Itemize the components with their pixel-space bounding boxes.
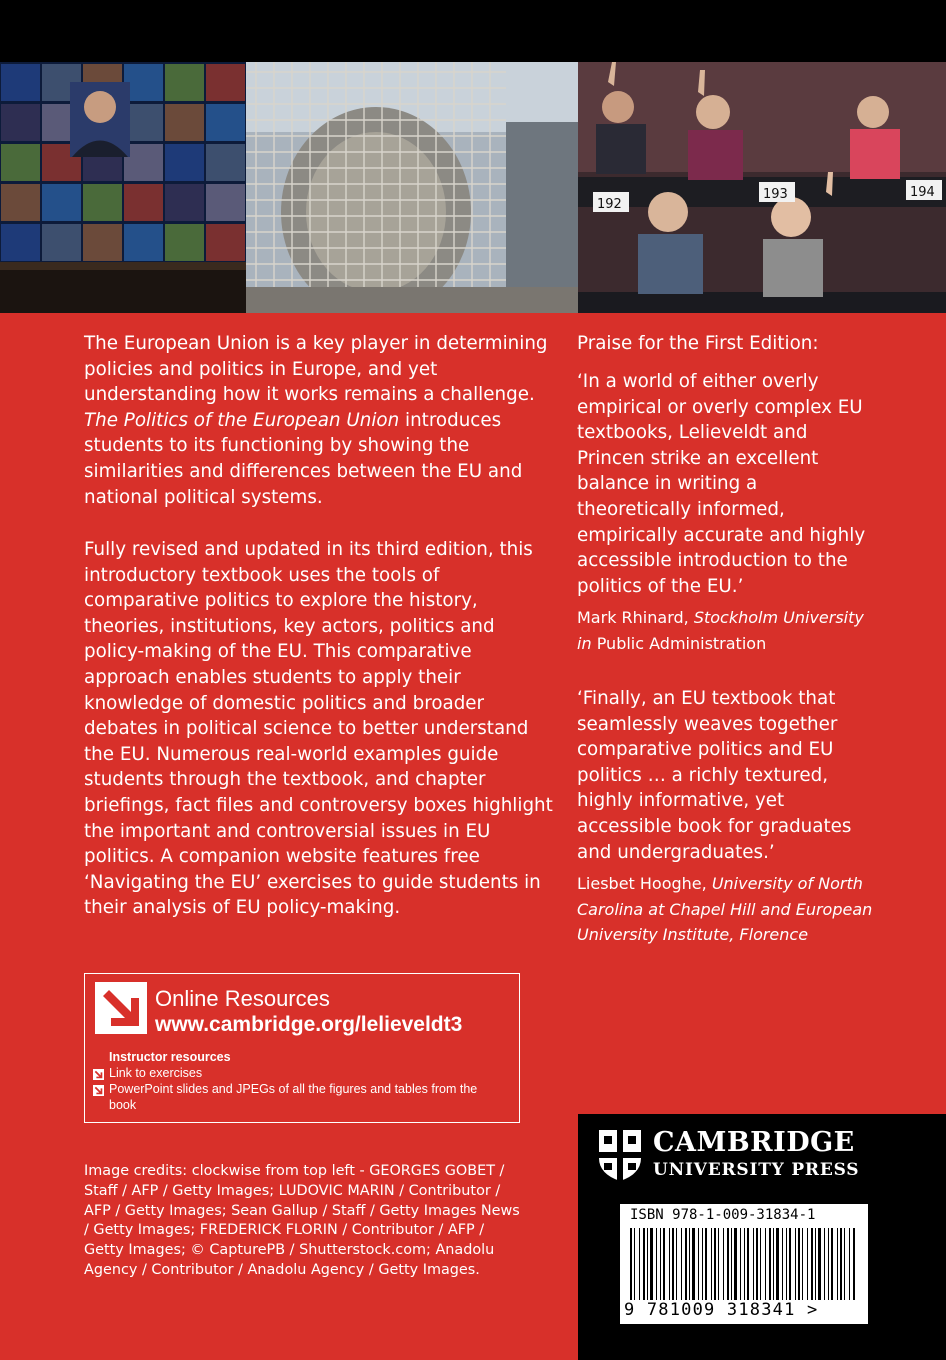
publisher-name: CAMBRIDGE (653, 1127, 855, 1158)
arrow-down-right-icon (93, 1085, 104, 1096)
top-black-band (0, 0, 946, 62)
blurb-paragraph-1: The European Union is a key player in determining policies and politics in Europe, and yet understanding how it works remains a challenge. The Politics of the European Union introduces students to its functioning by showing the similarities and differences between the EU and national political systems. (84, 333, 548, 508)
isbn-label: ISBN 978-1-009-31834-1 (630, 1207, 816, 1223)
barcode-digits: 9 781009 318341 > (624, 1300, 819, 1320)
resources-title: Online Resources (155, 986, 330, 1011)
isbn-barcode (620, 1204, 868, 1324)
resource-item-slides[interactable]: PowerPoint slides and JPEGs of all the figures and tables from the book (93, 1082, 493, 1113)
instructor-resources-label: Instructor resources (109, 1050, 231, 1064)
seat-number-192: 192 (597, 197, 622, 212)
barcode-bars (630, 1228, 858, 1300)
praise-attribution-2: Liesbet Hooghe, University of North Carolina at Chapel Hill and European University Institute, Florence (577, 874, 873, 945)
arrow-down-right-icon (93, 1069, 104, 1080)
praise-attribution-1: Mark Rhinard, Stockholm University in Public Administration (577, 608, 864, 653)
praise-heading: Praise for the First Edition: (577, 333, 819, 354)
cambridge-crest-icon (597, 1128, 643, 1182)
seat-number-193: 193 (763, 187, 788, 202)
blurb-paragraph-2: Fully revised and updated in its third edition, this introductory textbook uses the tools of comparative politics to explore the history, theories, institutions, key actors, politics and policy-making of the EU. This comparative approach enables students to apply their knowledge of domestic politics and broader debates in political science to better understand the EU. Numerous real-world examples guide students through the textbook, and chapter briefings, fact files and controversy boxes highlight the important and controversial issues in EU politics. A companion website features free ‘Navigating the EU’ exercises to guide students in their analysis of EU policy-making. (84, 539, 553, 919)
resource-item-exercises[interactable]: Link to exercises (93, 1066, 493, 1082)
photo-parliament-vote (578, 62, 946, 313)
photo-europa-building (246, 62, 578, 313)
arrow-down-right-icon (95, 982, 147, 1034)
praise-quote-1: ‘In a world of either overly empirical or overly complex EU textbooks, Lelieveldt and Princen strike an excellent balance in writing a theoretically informed, empirically accurate and highly accessible introduction to the politics of the EU.’ (577, 371, 866, 597)
online-resources-box (84, 973, 520, 1123)
publisher-logo (597, 1128, 877, 1184)
praise-quote-2: ‘Finally, an EU textbook that seamlessly weaves together comparative politics and EU politics … a richly textured, highly informative, yet accessible book for graduates and undergraduates.’ (577, 688, 852, 863)
photo-video-conference (0, 62, 246, 313)
publisher-subtitle: UNIVERSITY PRESS (653, 1160, 860, 1180)
seat-number-194: 194 (910, 185, 935, 200)
image-credits: Image credits: clockwise from top left - GEORGES GOBET / Staff / AFP / Getty Images; LUDOVIC MARIN / Contributor / AFP / Getty Images; Sean Gallup / Staff / Getty Images News / Getty Images; FREDERICK FLORIN / Contributor / AFP / Getty Images; © CapturePB / Shutterstock.com; Anadolu Agency / Contributor / Anadolu Agency / Getty Images. (84, 1163, 520, 1278)
resources-url-link[interactable]: www.cambridge.org/lelieveldt3 (155, 1013, 463, 1036)
book-title: The Politics of the European Union (84, 409, 400, 431)
